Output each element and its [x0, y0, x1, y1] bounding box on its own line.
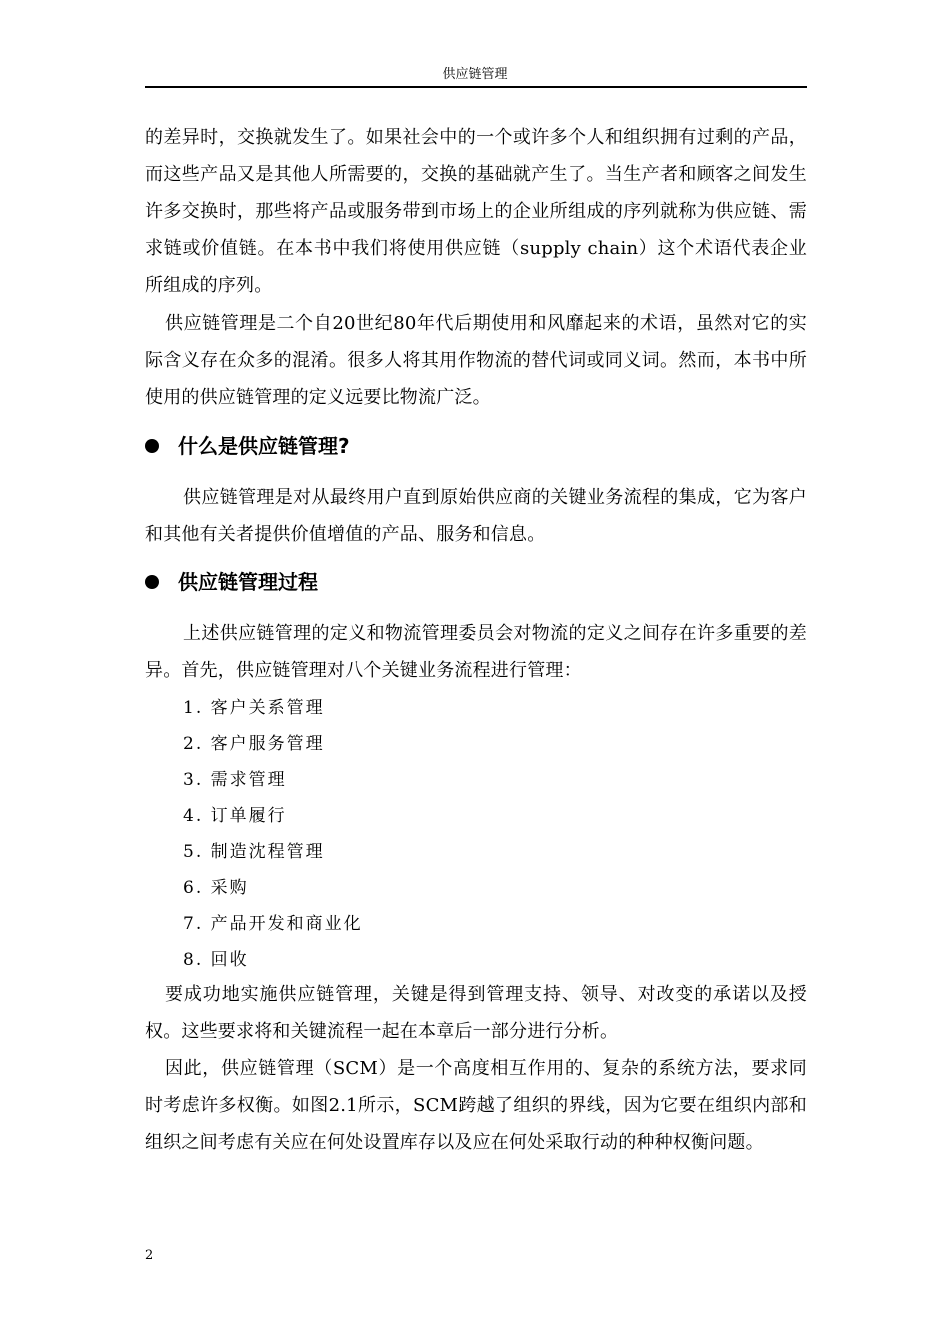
heading-text: 供应链管理过程	[178, 570, 318, 594]
paragraph-success-factors: 要成功地实施供应链管理，关键是得到管理支持、领导、对改变的承诺以及授权。这些要求将和关键流程一起在本章后一部分进行分析。	[145, 984, 807, 1042]
list-item: 5. 制造沈程管理	[183, 842, 325, 862]
list-item: 3. 需求管理	[183, 770, 287, 790]
list-item: 7. 产品开发和商业化	[183, 914, 363, 934]
process-list	[183, 690, 363, 978]
section-heading-what-is-scm	[145, 426, 807, 466]
header-divider	[145, 86, 807, 88]
list-item: 1. 客户关系管理	[183, 698, 325, 718]
list-item: 2. 客户服务管理	[183, 734, 325, 754]
paragraph-differences: 上述供应链管理的定义和物流管理委员会对物流的定义之间存在许多重要的差异。首先，供应链管理对八个关键业务流程进行管理：	[145, 623, 807, 681]
heading-text: 什么是供应链管理?	[178, 434, 350, 458]
list-item: 8. 回收	[183, 950, 249, 970]
bullet-icon	[145, 439, 159, 453]
paragraph-scm-system: 因此，供应链管理（SCM）是一个高度相互作用的、复杂的系统方法，要求同时考虑许多权衡。如图2.1所示，SCM跨越了组织的界线，因为它要在组织内部和组织之间考虑有关应在何处设置库存以及应在何处采取行动的种种权衡问题。	[145, 1058, 807, 1153]
bullet-icon	[145, 575, 159, 589]
list-item: 6. 采购	[183, 878, 249, 898]
paragraph-scm-definition: 供应链管理是对从最终用户直到原始供应商的关键业务流程的集成，它为客户和其他有关者提供价值增值的产品、服务和信息。	[145, 487, 807, 545]
section-heading-scm-process	[145, 562, 807, 602]
paragraph-scm-term: 供应链管理是二个自20世纪80年代后期使用和风靡起来的术语，虽然对它的实际含义存在众多的混淆。很多人将其用作物流的替代词或同义词。然而，本书中所使用的供应链管理的定义远要比物流广泛。	[145, 313, 807, 408]
paragraph-exchange: 的差异时，交换就发生了。如果社会中的一个或许多个人和组织拥有过剩的产品，而这些产品又是其他人所需要的，交换的基础就产生了。当生产者和顾客之间发生许多交换时，那些将产品或服务带到市场上的企业所组成的序列就称为供应链、需求链或价值链。在本书中我们将使用供应链（supply chain）这个术语代表企业所组成的序列。	[145, 127, 807, 296]
page-number: 2	[145, 1248, 154, 1263]
list-item: 4. 订单履行	[183, 806, 287, 826]
page-header-title: 供应链管理	[442, 67, 508, 82]
